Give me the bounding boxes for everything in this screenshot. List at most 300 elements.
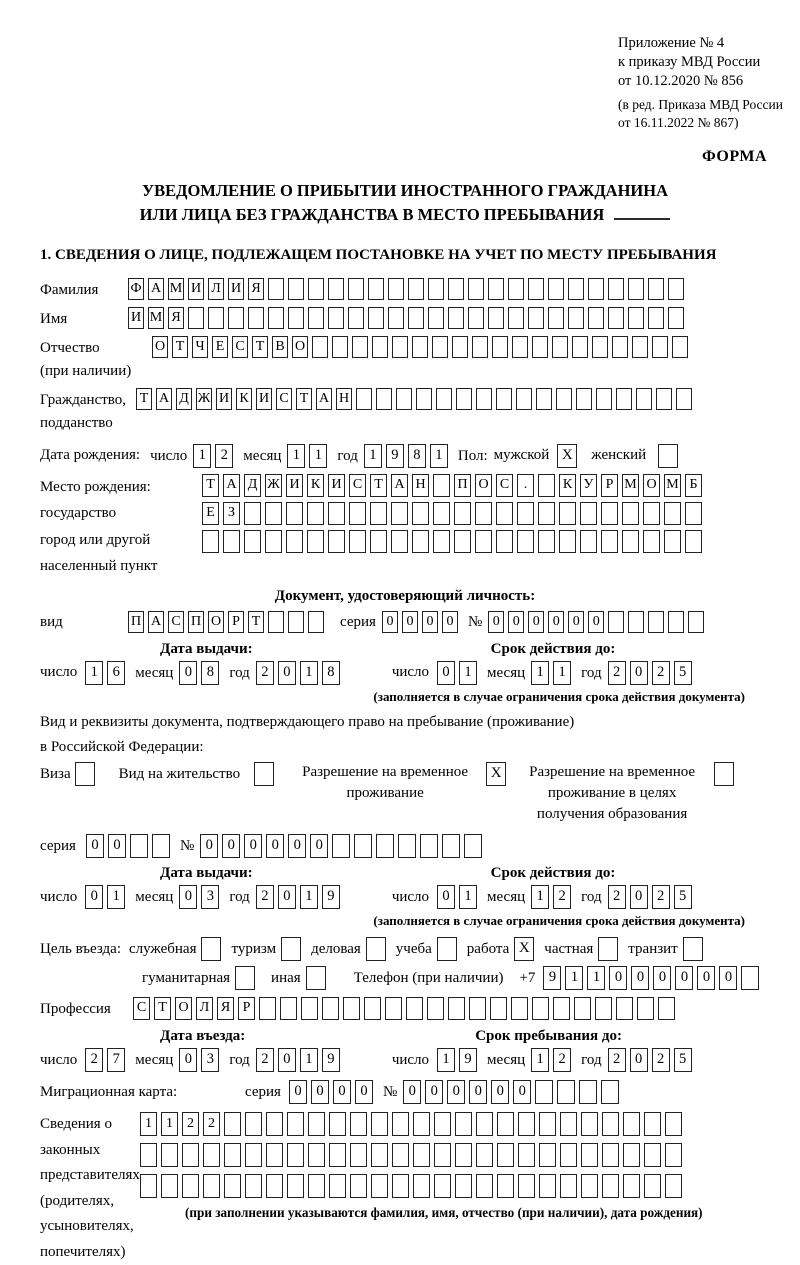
char-box[interactable]: 0 (244, 834, 262, 858)
char-box[interactable]: 1 (531, 885, 549, 909)
char-box[interactable] (368, 278, 384, 300)
char-box[interactable] (560, 1112, 577, 1136)
char-box[interactable] (329, 1112, 346, 1136)
char-box[interactable]: 0 (311, 1080, 329, 1104)
char-box[interactable] (406, 997, 423, 1020)
purpose-official-checkbox[interactable] (201, 937, 221, 961)
char-box[interactable]: И (188, 278, 204, 300)
char-box[interactable] (512, 336, 528, 358)
sex-female-checkbox[interactable] (658, 444, 678, 468)
char-box[interactable] (442, 834, 460, 858)
char-box[interactable]: Т (172, 336, 188, 358)
char-box[interactable] (668, 307, 684, 329)
char-box[interactable]: 9 (459, 1048, 477, 1072)
char-box[interactable]: С (232, 336, 248, 358)
char-box[interactable] (354, 834, 372, 858)
char-box[interactable]: 0 (422, 611, 438, 633)
char-box[interactable] (658, 997, 675, 1020)
char-box[interactable]: М (148, 307, 164, 329)
char-box[interactable] (538, 502, 555, 525)
char-box[interactable]: 8 (201, 661, 219, 685)
char-box[interactable] (539, 1112, 556, 1136)
char-box[interactable] (456, 388, 472, 410)
char-box[interactable]: О (152, 336, 168, 358)
char-box[interactable]: П (454, 474, 471, 497)
char-box[interactable]: 0 (86, 834, 104, 858)
char-box[interactable]: А (223, 474, 240, 497)
char-box[interactable]: 0 (653, 966, 671, 990)
char-box[interactable] (392, 1174, 409, 1198)
char-box[interactable]: Е (212, 336, 228, 358)
char-box[interactable]: М (664, 474, 681, 497)
char-box[interactable] (396, 388, 412, 410)
char-box[interactable]: О (175, 997, 192, 1020)
char-box[interactable]: У (580, 474, 597, 497)
char-box[interactable]: 0 (528, 611, 544, 633)
char-box[interactable] (203, 1143, 220, 1167)
char-box[interactable]: А (391, 474, 408, 497)
char-box[interactable] (492, 336, 508, 358)
char-box[interactable] (581, 1174, 598, 1198)
char-box[interactable] (308, 1174, 325, 1198)
char-box[interactable]: В (272, 336, 288, 358)
char-box[interactable] (161, 1174, 178, 1198)
char-box[interactable]: 2 (256, 661, 274, 685)
char-box[interactable] (643, 530, 660, 553)
char-box[interactable]: 0 (609, 966, 627, 990)
char-box[interactable] (280, 997, 297, 1020)
purpose-humanitarian-checkbox[interactable] (235, 966, 255, 990)
char-box[interactable] (343, 997, 360, 1020)
char-box[interactable]: Р (228, 611, 244, 633)
char-box[interactable] (664, 502, 681, 525)
char-box[interactable] (601, 1080, 619, 1104)
char-box[interactable] (648, 278, 664, 300)
char-box[interactable] (413, 1174, 430, 1198)
char-box[interactable]: 0 (288, 834, 306, 858)
char-box[interactable]: А (156, 388, 172, 410)
char-box[interactable]: 2 (256, 885, 274, 909)
char-box[interactable]: Б (685, 474, 702, 497)
char-box[interactable] (332, 834, 350, 858)
char-box[interactable]: 1 (300, 885, 318, 909)
char-box[interactable]: 0 (85, 885, 103, 909)
char-box[interactable] (557, 1080, 575, 1104)
char-box[interactable]: 1 (587, 966, 605, 990)
char-box[interactable]: 8 (408, 444, 426, 468)
char-box[interactable] (568, 278, 584, 300)
char-box[interactable] (392, 1112, 409, 1136)
char-box[interactable]: 9 (543, 966, 561, 990)
char-box[interactable] (576, 388, 592, 410)
char-box[interactable]: П (128, 611, 144, 633)
char-box[interactable]: И (256, 388, 272, 410)
char-box[interactable]: Ж (196, 388, 212, 410)
char-box[interactable]: С (349, 474, 366, 497)
char-box[interactable]: 0 (675, 966, 693, 990)
char-box[interactable] (652, 336, 668, 358)
char-box[interactable] (672, 336, 688, 358)
char-box[interactable]: О (208, 611, 224, 633)
char-box[interactable]: Д (176, 388, 192, 410)
char-box[interactable]: 2 (553, 1048, 571, 1072)
char-box[interactable] (454, 502, 471, 525)
char-box[interactable] (685, 502, 702, 525)
char-box[interactable]: С (276, 388, 292, 410)
char-box[interactable]: И (228, 278, 244, 300)
char-box[interactable] (497, 1174, 514, 1198)
char-box[interactable] (370, 502, 387, 525)
char-box[interactable]: 2 (182, 1112, 199, 1136)
char-box[interactable] (532, 997, 549, 1020)
char-box[interactable] (560, 1174, 577, 1198)
char-box[interactable] (203, 1174, 220, 1198)
char-box[interactable]: 0 (222, 834, 240, 858)
char-box[interactable]: Л (208, 278, 224, 300)
char-box[interactable] (548, 278, 564, 300)
char-box[interactable]: 0 (266, 834, 284, 858)
char-box[interactable] (349, 502, 366, 525)
char-box[interactable] (475, 530, 492, 553)
char-box[interactable]: 0 (437, 661, 455, 685)
char-box[interactable] (266, 1174, 283, 1198)
char-box[interactable]: 0 (278, 661, 296, 685)
edu-residence-checkbox[interactable] (714, 762, 734, 786)
char-box[interactable] (508, 278, 524, 300)
char-box[interactable] (623, 1143, 640, 1167)
char-box[interactable] (408, 307, 424, 329)
char-box[interactable] (413, 1112, 430, 1136)
char-box[interactable]: И (128, 307, 144, 329)
char-box[interactable]: 0 (278, 885, 296, 909)
char-box[interactable] (452, 336, 468, 358)
char-box[interactable] (412, 336, 428, 358)
char-box[interactable]: 0 (355, 1080, 373, 1104)
char-box[interactable] (517, 502, 534, 525)
char-box[interactable] (349, 530, 366, 553)
char-box[interactable]: 3 (201, 885, 219, 909)
char-box[interactable] (301, 997, 318, 1020)
char-box[interactable] (665, 1112, 682, 1136)
char-box[interactable] (350, 1143, 367, 1167)
char-box[interactable]: 0 (630, 885, 648, 909)
char-box[interactable] (560, 1143, 577, 1167)
char-box[interactable] (572, 336, 588, 358)
char-box[interactable] (464, 834, 482, 858)
char-box[interactable] (468, 278, 484, 300)
char-box[interactable]: 3 (201, 1048, 219, 1072)
char-box[interactable]: О (292, 336, 308, 358)
char-box[interactable] (455, 1174, 472, 1198)
char-box[interactable] (472, 336, 488, 358)
char-box[interactable] (202, 530, 219, 553)
char-box[interactable]: С (496, 474, 513, 497)
char-box[interactable] (312, 336, 328, 358)
char-box[interactable] (468, 307, 484, 329)
char-box[interactable] (741, 966, 759, 990)
char-box[interactable] (488, 278, 504, 300)
char-box[interactable] (308, 278, 324, 300)
char-box[interactable] (581, 1143, 598, 1167)
char-box[interactable] (308, 611, 324, 633)
char-box[interactable] (308, 1112, 325, 1136)
residence-permit-checkbox[interactable] (254, 762, 274, 786)
char-box[interactable] (596, 388, 612, 410)
char-box[interactable] (288, 278, 304, 300)
char-box[interactable]: 7 (107, 1048, 125, 1072)
char-box[interactable]: 0 (719, 966, 737, 990)
char-box[interactable] (496, 502, 513, 525)
char-box[interactable] (508, 307, 524, 329)
char-box[interactable]: 0 (179, 1048, 197, 1072)
char-box[interactable] (612, 336, 628, 358)
purpose-tourism-checkbox[interactable] (281, 937, 301, 961)
char-box[interactable] (434, 1174, 451, 1198)
char-box[interactable] (448, 307, 464, 329)
char-box[interactable]: . (517, 474, 534, 497)
char-box[interactable] (432, 336, 448, 358)
char-box[interactable] (328, 278, 344, 300)
char-box[interactable] (516, 388, 532, 410)
char-box[interactable] (644, 1174, 661, 1198)
char-box[interactable] (469, 997, 486, 1020)
char-box[interactable]: М (168, 278, 184, 300)
char-box[interactable]: 2 (652, 661, 670, 685)
char-box[interactable] (391, 530, 408, 553)
char-box[interactable] (532, 336, 548, 358)
char-box[interactable]: Я (168, 307, 184, 329)
char-box[interactable]: Т (370, 474, 387, 497)
char-box[interactable] (475, 502, 492, 525)
char-box[interactable]: Н (412, 474, 429, 497)
char-box[interactable]: 2 (203, 1112, 220, 1136)
char-box[interactable]: Т (296, 388, 312, 410)
char-box[interactable]: И (286, 474, 303, 497)
char-box[interactable] (538, 474, 555, 497)
char-box[interactable]: 0 (402, 611, 418, 633)
char-box[interactable] (259, 997, 276, 1020)
char-box[interactable] (648, 307, 664, 329)
char-box[interactable] (244, 530, 261, 553)
char-box[interactable]: Ф (128, 278, 144, 300)
char-box[interactable] (602, 1174, 619, 1198)
char-box[interactable] (408, 278, 424, 300)
char-box[interactable]: 0 (488, 611, 504, 633)
char-box[interactable]: П (188, 611, 204, 633)
char-box[interactable] (265, 502, 282, 525)
char-box[interactable]: 0 (289, 1080, 307, 1104)
char-box[interactable] (623, 1112, 640, 1136)
char-box[interactable] (559, 530, 576, 553)
char-box[interactable] (433, 502, 450, 525)
char-box[interactable]: 0 (442, 611, 458, 633)
char-box[interactable] (559, 502, 576, 525)
char-box[interactable] (511, 997, 528, 1020)
char-box[interactable] (348, 307, 364, 329)
char-box[interactable] (643, 502, 660, 525)
char-box[interactable] (488, 307, 504, 329)
char-box[interactable] (356, 388, 372, 410)
char-box[interactable]: 2 (652, 885, 670, 909)
char-box[interactable] (244, 502, 261, 525)
char-box[interactable] (268, 278, 284, 300)
char-box[interactable] (266, 1112, 283, 1136)
char-box[interactable] (448, 278, 464, 300)
char-box[interactable] (413, 1143, 430, 1167)
char-box[interactable] (665, 1174, 682, 1198)
char-box[interactable] (580, 502, 597, 525)
char-box[interactable] (539, 1174, 556, 1198)
char-box[interactable] (434, 1143, 451, 1167)
char-box[interactable]: 0 (568, 611, 584, 633)
char-box[interactable] (476, 388, 492, 410)
purpose-transit-checkbox[interactable] (683, 937, 703, 961)
char-box[interactable] (574, 997, 591, 1020)
char-box[interactable] (350, 1112, 367, 1136)
char-box[interactable]: 1 (140, 1112, 157, 1136)
char-box[interactable] (376, 834, 394, 858)
char-box[interactable] (352, 336, 368, 358)
char-box[interactable] (385, 997, 402, 1020)
char-box[interactable] (595, 997, 612, 1020)
char-box[interactable]: А (316, 388, 332, 410)
char-box[interactable]: 1 (459, 661, 477, 685)
char-box[interactable]: Т (248, 611, 264, 633)
char-box[interactable]: 0 (382, 611, 398, 633)
char-box[interactable]: А (148, 278, 164, 300)
char-box[interactable]: 0 (179, 661, 197, 685)
char-box[interactable] (376, 388, 392, 410)
char-box[interactable] (287, 1112, 304, 1136)
char-box[interactable]: З (223, 502, 240, 525)
char-box[interactable]: 2 (608, 661, 626, 685)
char-box[interactable]: Д (244, 474, 261, 497)
char-box[interactable] (370, 530, 387, 553)
char-box[interactable]: Ч (192, 336, 208, 358)
char-box[interactable] (648, 611, 664, 633)
char-box[interactable] (427, 997, 444, 1020)
char-box[interactable] (332, 336, 348, 358)
char-box[interactable] (329, 1143, 346, 1167)
char-box[interactable] (476, 1143, 493, 1167)
char-box[interactable] (371, 1112, 388, 1136)
char-box[interactable] (416, 388, 432, 410)
char-box[interactable] (182, 1174, 199, 1198)
char-box[interactable] (628, 278, 644, 300)
char-box[interactable]: Ж (265, 474, 282, 497)
char-box[interactable] (392, 336, 408, 358)
char-box[interactable]: 0 (310, 834, 328, 858)
char-box[interactable] (581, 1112, 598, 1136)
char-box[interactable] (538, 530, 555, 553)
char-box[interactable] (685, 530, 702, 553)
char-box[interactable]: А (148, 611, 164, 633)
char-box[interactable]: К (236, 388, 252, 410)
char-box[interactable] (656, 388, 672, 410)
char-box[interactable] (188, 307, 204, 329)
char-box[interactable] (228, 307, 244, 329)
char-box[interactable]: 1 (300, 661, 318, 685)
char-box[interactable]: М (622, 474, 639, 497)
char-box[interactable]: 2 (85, 1048, 103, 1072)
char-box[interactable]: 9 (386, 444, 404, 468)
char-box[interactable] (588, 278, 604, 300)
char-box[interactable] (248, 307, 264, 329)
char-box[interactable] (636, 388, 652, 410)
char-box[interactable] (528, 307, 544, 329)
char-box[interactable] (420, 834, 438, 858)
char-box[interactable] (307, 502, 324, 525)
char-box[interactable] (208, 307, 224, 329)
char-box[interactable]: И (216, 388, 232, 410)
char-box[interactable] (676, 388, 692, 410)
char-box[interactable] (288, 307, 304, 329)
char-box[interactable] (552, 336, 568, 358)
char-box[interactable]: 1 (107, 885, 125, 909)
char-box[interactable] (265, 530, 282, 553)
char-box[interactable]: 1 (531, 661, 549, 685)
char-box[interactable] (608, 278, 624, 300)
char-box[interactable]: 5 (674, 661, 692, 685)
char-box[interactable] (665, 1143, 682, 1167)
char-box[interactable] (628, 307, 644, 329)
char-box[interactable] (364, 997, 381, 1020)
char-box[interactable] (268, 611, 284, 633)
char-box[interactable]: И (328, 474, 345, 497)
char-box[interactable] (568, 307, 584, 329)
char-box[interactable]: 5 (674, 885, 692, 909)
char-box[interactable]: 2 (215, 444, 233, 468)
char-box[interactable] (517, 530, 534, 553)
char-box[interactable] (371, 1143, 388, 1167)
char-box[interactable] (476, 1174, 493, 1198)
char-box[interactable]: Р (238, 997, 255, 1020)
char-box[interactable] (668, 278, 684, 300)
char-box[interactable] (140, 1143, 157, 1167)
char-box[interactable]: О (475, 474, 492, 497)
char-box[interactable] (497, 1112, 514, 1136)
char-box[interactable]: Т (154, 997, 171, 1020)
char-box[interactable] (448, 997, 465, 1020)
char-box[interactable]: 0 (508, 611, 524, 633)
char-box[interactable]: 1 (364, 444, 382, 468)
char-box[interactable] (497, 1143, 514, 1167)
char-box[interactable] (588, 307, 604, 329)
char-box[interactable] (287, 1143, 304, 1167)
char-box[interactable]: 9 (322, 885, 340, 909)
char-box[interactable] (616, 388, 632, 410)
char-box[interactable] (224, 1143, 241, 1167)
char-box[interactable] (608, 307, 624, 329)
char-box[interactable] (454, 530, 471, 553)
char-box[interactable]: Я (217, 997, 234, 1020)
char-box[interactable]: 0 (200, 834, 218, 858)
char-box[interactable] (328, 307, 344, 329)
char-box[interactable] (496, 388, 512, 410)
char-box[interactable]: 9 (322, 1048, 340, 1072)
char-box[interactable] (637, 997, 654, 1020)
char-box[interactable] (428, 307, 444, 329)
temp-residence-checkbox[interactable]: X (486, 762, 506, 786)
char-box[interactable]: 0 (630, 1048, 648, 1072)
char-box[interactable] (182, 1143, 199, 1167)
char-box[interactable]: 2 (256, 1048, 274, 1072)
char-box[interactable]: К (559, 474, 576, 497)
char-box[interactable] (608, 611, 624, 633)
char-box[interactable] (224, 1174, 241, 1198)
char-box[interactable]: 0 (333, 1080, 351, 1104)
purpose-private-checkbox[interactable] (598, 937, 618, 961)
